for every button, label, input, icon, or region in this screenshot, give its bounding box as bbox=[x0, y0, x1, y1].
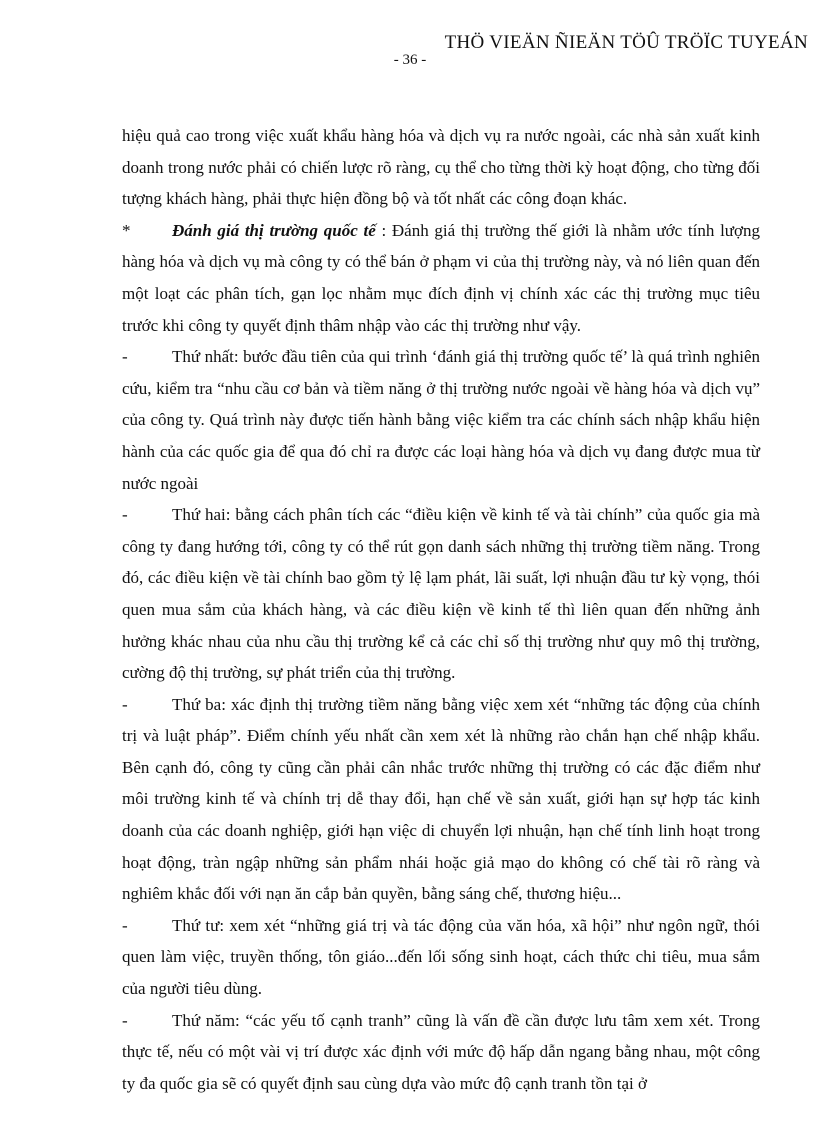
paragraph-text: Thứ tư: xem xét “những giá trị và tác động của văn hóa, xã hội” như ngôn ngữ, thói quen làm việc, truyền thống, tôn giáo...đến lối sống sinh hoạt, cách thức chi tiêu, mua sắm của người tiêu dùng. bbox=[122, 915, 760, 999]
bullet-asterisk: * bbox=[122, 220, 131, 240]
page-number: - 36 - bbox=[393, 52, 427, 68]
paragraph-text: Thứ nhất: bước đầu tiên của qui trình ‘đánh giá thị trường quốc tế’ là quá trình nghiên cứu, kiểm tra “nhu cầu cơ bản và tiềm năng ở thị trường nước ngoài về hàng hóa và dịch vụ” của công ty. Quá trình này được tiến hành bằng việc kiểm tra các chính sách nhập khẩu hiện hành của các quốc gia để qua đó chỉ ra được các loại hàng hóa và dịch vụ đang được mua từ nước ngoài bbox=[122, 347, 760, 493]
bullet-dash: - bbox=[122, 505, 128, 525]
paragraph-text: Thứ năm: “các yếu tố cạnh tranh” cũng là vấn đề cần được lưu tâm xem xét. Trong thực tế, nếu có một vài vị trí được xác định với mức độ hấp dẫn ngang bằng nhau, một công ty đa quốc gia sẽ có quyết định sau cùng dựa vào mức độ cạnh tranh tồn tại ở bbox=[122, 1010, 760, 1093]
bullet-dash: - bbox=[122, 347, 128, 367]
paragraph-3 bbox=[122, 341, 760, 499]
bullet-dash: - bbox=[122, 915, 128, 935]
paragraph-text: Thứ ba: xác định thị trường tiềm năng bằng việc xem xét “những tác động của chính trị và luật pháp”. Điểm chính yếu nhất cần xem xét là những rào chắn hạn chế nhập khẩu. Bên cạnh đó, công ty cũng cần phải cân nhắc trước những thị trường có các đặc điểm như môi trường kinh tế và chính trị dễ thay đổi, hạn chế về sản xuất, giới hạn sự hợp tác kinh doanh của các doanh nghiệp, giới hạn việc di chuyển lợi nhuận, hạn chế tính linh hoạt trong hoạt động, tràn ngập những sản phẩm nhái hoặc giả mạo do không có chế tài rõ ràng và nghiêm khắc đối với nạn ăn cắp bản quyền, bằng sáng chế, thương hiệu... bbox=[122, 694, 760, 904]
bullet-dash: - bbox=[122, 694, 128, 714]
paragraph-6 bbox=[122, 910, 760, 1005]
paragraph-4 bbox=[122, 499, 760, 689]
document-body bbox=[122, 120, 760, 1099]
paragraph-text: : Đánh giá thị trường thế giới là nhằm ước tính lượng hàng hóa và dịch vụ mà công ty có thể bán ở phạm vi của thị trường này, và nó liên quan đến một loạt các phân tích, gạn lọc nhằm mục đích định vị chính xác các thị trường mục tiêu trước khi công ty quyết định thâm nhập vào các thị trường như vậy. bbox=[122, 220, 760, 335]
paragraph-5 bbox=[122, 689, 760, 910]
paragraph-text: Thứ hai: bằng cách phân tích các “điều kiện về kinh tế và tài chính” của quốc gia mà công ty đang hướng tới, công ty có thể rút gọn danh sách những thị trường tiềm năng. Trong đó, các điều kiện về tài chính bao gồm tỷ lệ lạm phát, lãi suất, lợi nhuận đầu tư kỳ vọng, thói quen mua sắm của khách hàng, và các điều kiện về kinh tế thì liên quan đến những ảnh hưởng khác nhau của nhu cầu thị trường kể cả các chỉ số thị trường như quy mô thị trường, cường độ thị trường, sự phát triển của thị trường. bbox=[122, 505, 760, 683]
section-heading: Đánh giá thị trường quốc tế bbox=[172, 220, 376, 240]
header-title: THÖ VIEÄN ÑIEÄN TÖÛ TRÖÏC TUYEÁN bbox=[444, 32, 808, 53]
paragraph-text: hiệu quả cao trong việc xuất khẩu hàng hóa và dịch vụ ra nước ngoài, các nhà sản xuất kinh doanh trong nước phải có chiến lược rõ ràng, cụ thể cho từng thời kỳ hoạt động, cho từng đối tượng khách hàng, phải thực hiện đồng bộ và tốt nhất các công đoạn khác. bbox=[122, 126, 760, 209]
paragraph-7 bbox=[122, 1005, 760, 1100]
paragraph-1 bbox=[122, 120, 760, 215]
paragraph-2 bbox=[122, 215, 760, 341]
bullet-dash: - bbox=[122, 1010, 128, 1030]
